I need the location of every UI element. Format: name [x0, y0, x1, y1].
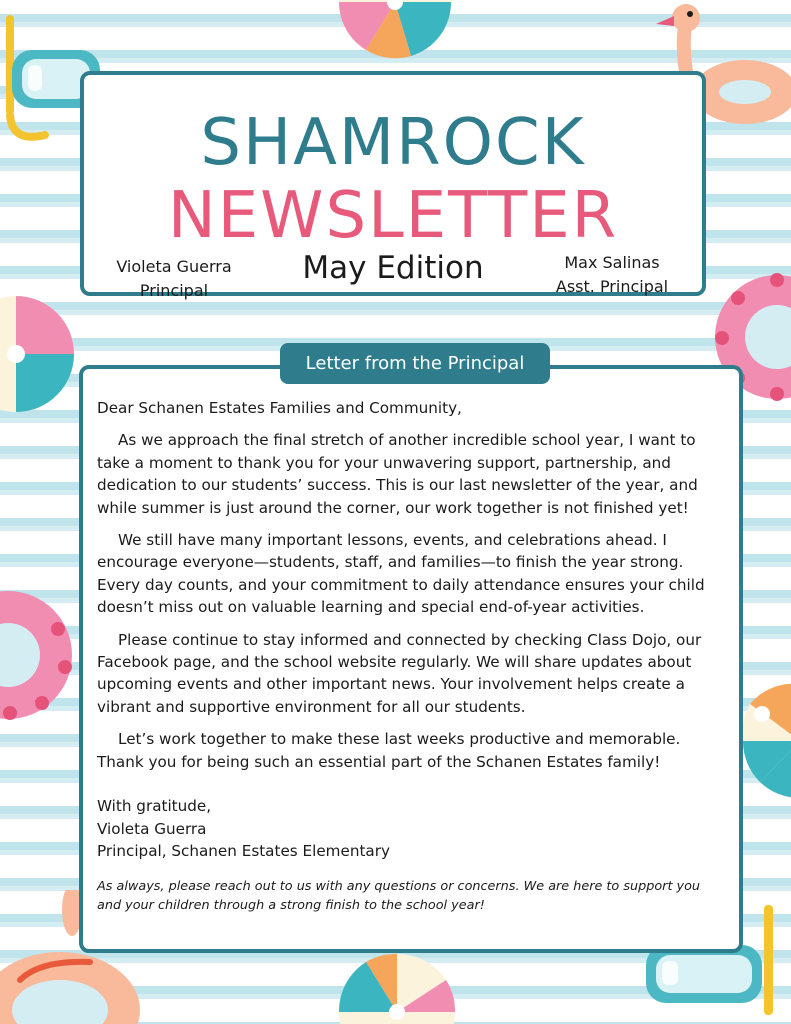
closing-note: As always, please reach out to us with any questions or concerns. We are here to support you and your children through a strong finish to the school year! [97, 879, 701, 914]
section-title: Letter from the Principal [280, 343, 550, 384]
beach-ball-icon [740, 682, 791, 800]
letter-paragraph-4: Let’s work together to make these last weeks productive and memorable. Thank you for being such an essential part of the Schanen Estates family! [97, 730, 681, 771]
assistant-principal-role: Asst. Principal [555, 277, 669, 296]
newsletter-title-line1: SHAMROCK [200, 106, 586, 180]
letter-paragraph-1: As we approach the final stretch of another incredible school year, I want to take a moment to thank you for your unwavering support, partnership, and dedication to our students’ success. This is our last newsletter of the year, and while summer is just around the corner, our work together is not finished yet! [97, 431, 698, 517]
principal-role: Principal [139, 281, 209, 300]
signature-title: Principal, Schanen Estates Elementary [97, 841, 390, 860]
edition-label: May Edition [302, 250, 484, 286]
letter-paragraph-2: We still have many important lessons, events, and celebrations ahead. I encourage everyone—students, staff, and families—to finish the year strong. Every day counts, and your commitment to daily attendance ensures your child doesn’t miss out on valuable learning and special end-of-year activities. [97, 531, 705, 617]
beach-ball-icon [0, 293, 77, 415]
principal-name: Violeta Guerra [116, 257, 232, 276]
assistant-principal-info [542, 251, 682, 299]
letter-closing: With gratitude, [97, 797, 212, 816]
signature-name: Violeta Guerra [97, 819, 207, 838]
beach-ball-icon [336, 0, 454, 62]
beach-ball-icon [336, 950, 458, 1024]
newsletter-title-line2: NEWSLETTER [167, 179, 619, 253]
swim-ring-icon [0, 585, 75, 725]
principal-info [104, 255, 244, 303]
letter-greeting: Dear Schanen Estates Families and Community, [97, 399, 462, 417]
principal-letter [79, 365, 743, 953]
letter-paragraph-3: Please continue to stay informed and connected by checking Class Dojo, our Facebook page, and the school website regularly. We will share updates about upcoming events and other important news. Your involvement helps create a vibrant and supportive environment for all our students. [97, 630, 702, 716]
assistant-principal-name: Max Salinas [564, 253, 660, 272]
newsletter-header [80, 71, 706, 300]
